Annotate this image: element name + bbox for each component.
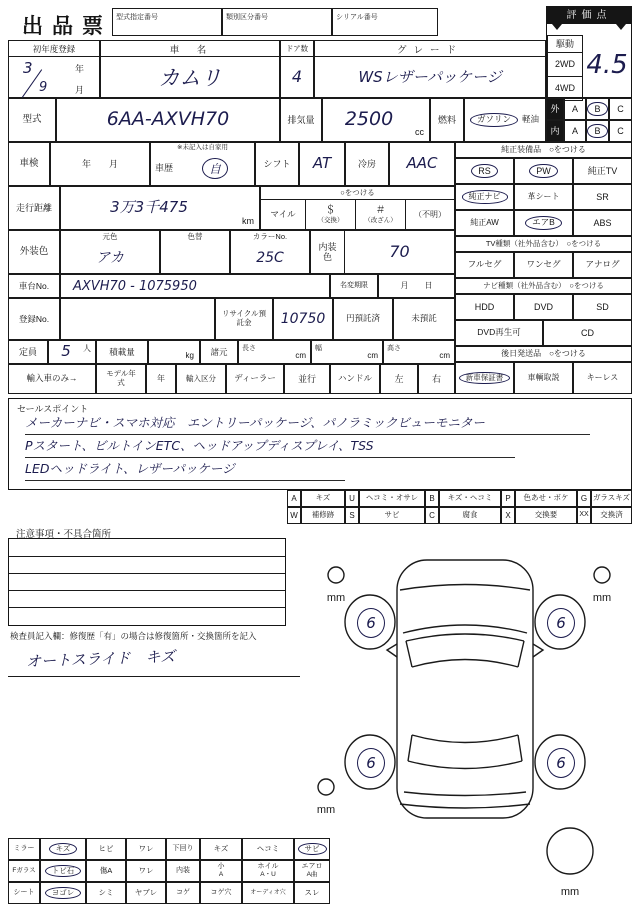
car-name-cell [100,40,280,98]
car-name-value: カムリ [158,65,222,90]
equip-oem-navi [455,184,514,210]
mile-cell: マイル [261,200,306,229]
history-label: 車歴 [155,163,174,173]
cond-cell [200,860,242,882]
hash-note: （改ざん） [364,216,397,224]
doors-label: ドア数 [281,41,313,57]
legend-text: サビ [359,507,425,524]
mileage-tampered-cell [356,200,406,229]
mm-label-spare: mm [560,886,580,898]
base-color-value: アカ [96,249,124,266]
equip-airbag [514,210,573,236]
handle-left: 左 [380,364,418,394]
mirror-left-icon [387,644,397,657]
legend-text: 色あせ・ボケ [515,490,577,507]
oem-equip-header: 純正装備品 ○をつける [455,142,632,158]
legend-code: X [501,507,515,524]
recycle-unpaid: 未預託 [393,298,455,340]
legend-text: キズ [301,490,345,507]
width-cell [311,340,383,364]
equip-pw-mark: PW [530,165,557,177]
int-color-value: 70 [389,241,410,261]
cond-cell: コゲ穴 [200,882,242,904]
field-serial-no [332,8,438,36]
legend-text: 交換済 [591,507,632,524]
cond-mark: ホイル [257,863,279,871]
color-change-label: 色替 [187,232,203,241]
chassis-no-value: AXVH70 - 1075950 [60,274,330,298]
mileage-unknown-cell: （不明） [414,209,446,219]
mileage-unit: km [242,216,254,226]
legend-code: XX [577,507,591,524]
cond-row-label: 内装 [166,860,200,882]
equip-pw [514,158,573,184]
field-class-no [222,8,332,36]
reg-month-value: 9 [39,80,48,95]
mileage-cell [60,186,260,230]
mm-label-rear-left: mm [316,804,336,816]
notes-line [9,590,285,591]
shaken-date-cell: 年 月 [50,142,150,186]
legend-code: A [287,490,301,507]
tread-circle-front-left [328,567,344,583]
tv-oneseg: ワンセグ [514,252,573,278]
load-cell [148,340,200,364]
notes-label: 注意事項・不具合箇所 [16,529,112,540]
legend-text: 腐食 [439,507,501,524]
drive-column [547,35,583,97]
legend-text: ヘコミ・オサレ [359,490,425,507]
handle-label: ハンドル [330,364,380,394]
spare-tire-circle [547,828,593,874]
legend-text: 補修跡 [301,507,345,524]
equip-leather-mark: 革シート [527,192,560,202]
tread-depth-rear-right: 6 [547,748,575,778]
legend-text: ガラスキズ [591,490,632,507]
import-parallel: 並行 [284,364,330,394]
model-year-label: モデル年式 [96,364,146,394]
equip-airbag-mark: エアB [526,217,561,229]
car-diagram [300,545,640,910]
sales-points-box [8,398,632,490]
exterior-grade-a: A [564,98,586,120]
legend-text: 交換要 [515,507,577,524]
cond-cell [40,860,86,882]
exterior-grade-label: 外 [546,98,564,120]
model-code-label: 型式 [8,98,56,142]
import-only-label: 輸入車のみ→ [8,364,96,394]
notes-box [8,538,286,626]
send-warranty [455,362,514,394]
fuel-options [464,98,546,142]
cond-row-label: 下回り [166,838,200,860]
width-unit: cm [367,351,378,360]
notes-line [9,607,285,608]
interior-grade-label: 内 [546,120,564,142]
navi-cd: CD [543,320,632,346]
exterior-grade-b [586,98,609,120]
height-label: 高さ [387,345,401,352]
chassis-no-label: 車台No. [8,274,60,298]
grade-label: グレード [315,41,545,57]
shift-label: シフト [255,142,299,186]
int-color-label: 内装色 [311,231,345,273]
send-keyless: キーレス [573,362,632,394]
score-box [546,6,632,98]
cond-mark: ヨゴレ [46,888,81,899]
equip-oem-tv [573,158,632,184]
mileage-label: 走行距離 [8,186,60,230]
drive-2wd: 2WD [547,53,583,77]
model-code-value: 6AA-AXVH70 [56,98,280,142]
equip-sr [573,184,632,210]
navi-dvd: DVD [514,294,573,320]
exterior-grade-c: C [609,98,632,120]
aircon-label: 冷房 [345,142,389,186]
length-label: 長さ [242,345,256,352]
reg-year-unit: 年 [75,64,85,74]
doors-cell [280,40,314,98]
cond-cell: シミ [86,882,126,904]
cond-cell: スレ [294,882,330,904]
cond-cell: 傷A [86,860,126,882]
load-unit: kg [185,351,194,360]
mileage-value: 3万3千475 [110,198,188,217]
color-change-cell [160,230,230,274]
drive-4wd: 4WD [547,77,583,101]
cond-submark: A [218,871,224,879]
base-color-label: 元色 [102,232,118,241]
model-year-unit: 年 [146,364,176,394]
legend-row-1 [287,490,632,507]
legend-code: B [425,490,439,507]
inspector-note: オートスライド キズ [25,647,176,671]
cond-cell: ヤブレ [126,882,166,904]
condition-table [8,838,330,904]
cond-cell: ヒビ [86,838,126,860]
score-value: 4.5 [586,50,628,81]
doors-value: 4 [291,67,303,86]
exterior-grade-b-mark: B [588,103,606,115]
cond-cell: キズ [200,838,242,860]
equip-oem-navi-mark: 純正ナビ [463,191,507,202]
displacement-value: 2500 [344,108,394,131]
interior-grade-a: A [564,120,586,142]
equip-abs [573,210,632,236]
aircon-value: AAC [389,142,455,186]
send-manual: 車輌取説 [514,362,573,394]
cond-submark: A曲 [306,871,318,879]
equip-rs [455,158,514,184]
cond-mark: 小 [217,863,225,871]
field-label: 類別区分番号 [226,14,268,21]
navi-type-header: ナビ種類（社外品含む） ○をつける [455,278,632,294]
color-no-value: 25C [256,249,284,266]
notes-line [9,556,285,557]
cond-mark: キズ [50,844,77,855]
cond-row-label: ミラー [8,838,40,860]
inspector-label: 検査員記入欄：修復歴「有」の場合は修復箇所・交換箇所を記入 [10,631,257,641]
mm-label-front-right: mm [592,592,612,604]
fuel-label: 燃料 [430,98,464,142]
cond-cell: ワレ [126,860,166,882]
score-bar-notch [552,24,562,30]
score-bar-notch [616,24,626,30]
mirror-right-icon [533,644,543,657]
field-label: 型式指定番号 [116,14,158,21]
cond-mark: トビ石 [46,866,81,877]
height-unit: cm [439,351,450,360]
sales-line-1: メーカーナビ・スマホ対応 エントリーパッケージ、パノラミックビューモニター [25,413,590,435]
hash-mark: ＃ [375,205,386,217]
equip-oem-aw [455,210,514,236]
first-registration-label: 初年度登録 [9,41,99,57]
base-color-cell [60,230,160,274]
registration-no-value [60,298,215,340]
grade-value: WSレザーパッケージ [358,68,502,86]
capacity-unit: 人 [83,344,91,353]
legend-code: P [501,490,515,507]
sheet-title: 出品票 [22,15,112,38]
cond-cell [40,882,86,904]
equip-sr-mark: SR [596,191,609,202]
handle-right: 右 [418,364,455,394]
mileage-mark-header: ○をつける [261,187,454,200]
tread-depth-rear-left: 6 [357,748,385,778]
later-shipment-header: 後日発送品 ○をつける [455,346,632,362]
cond-mark: エアロ [301,863,323,871]
capacity-cell [48,340,96,364]
mileage-flags-box [260,186,455,230]
reg-year-value: 3 [23,59,33,77]
cond-cell [294,860,330,882]
legend-code: S [345,507,359,524]
cond-mark: サビ [299,844,326,855]
equip-rs-mark: RS [472,165,497,177]
color-no-label: カラーNo. [252,232,288,241]
field-model-spec-no [112,8,222,36]
notes-line [9,573,285,574]
import-dealer: ディーラー [226,364,284,394]
fuel-diesel: 軽油 [522,114,540,125]
recycle-label: リサイクル預託金 [215,298,273,340]
length-cell [238,340,311,364]
send-warranty-mark: 新車保証書 [460,373,510,384]
tread-circle-front-right [594,567,610,583]
cond-cell: ヘコミ [242,838,294,860]
navi-hdd: HDD [455,294,514,320]
cond-row-label: Fガラス [8,860,40,882]
width-label: 幅 [315,345,322,352]
interior-grade-c: C [609,120,632,142]
name-change-label: 名変期限 [330,274,378,298]
interior-grade-b [586,120,609,142]
grade-cell [314,40,546,98]
load-label: 積載量 [96,340,148,364]
mm-label-front-left: mm [326,592,346,604]
spec-label: 諸元 [200,340,238,364]
dollar-note: （交換） [317,216,344,224]
cond-row-label: コゲ [166,882,200,904]
field-label: シリアル番号 [336,14,378,21]
navi-dvd-play: DVD再生可 [455,320,543,346]
interior-grade-b-mark: B [588,125,606,137]
mileage-exchange-cell [306,200,356,229]
sales-line-2: Pスタート、ビルトインETC、ヘッドアップディスプレイ、TSS [25,436,515,458]
inspector-line [8,676,300,677]
history-value: 自 [203,159,227,178]
int-color-cell [310,230,455,274]
tread-circle-rear-left [318,779,334,795]
reg-month-unit: 月 [75,85,85,95]
shaken-label: 車検 [8,142,50,186]
displacement-cell [322,98,430,142]
tv-type-header: TV種類（社外品含む） ○をつける [455,236,632,252]
history-note: ※未記入は自家用 [177,144,228,151]
ext-color-label: 外装色 [8,230,60,274]
displacement-unit: cc [415,127,424,137]
cond-cell [242,860,294,882]
drive-label: 駆動 [547,35,583,53]
tv-analog: アナログ [573,252,632,278]
cond-cell [294,838,330,860]
capacity-value: 5 [61,342,71,361]
sales-line-3: LEDヘッドライト、レザーパッケージ [25,459,345,481]
shift-value: AT [299,142,345,186]
history-cell [150,142,255,186]
legend-text: キズ・ヘコミ [439,490,501,507]
legend-code: U [345,490,359,507]
cond-cell [40,838,86,860]
equip-oem-tv-mark: 純正TV [587,165,618,176]
car-name-label: 車 名 [101,41,279,57]
recycle-value: 10750 [273,298,333,340]
sales-points-label: セールスポイント [17,404,89,414]
tread-depth-front-right: 6 [547,608,575,638]
cond-submark: A・U [260,871,276,879]
cond-cell: オーディオ穴 [242,882,294,904]
capacity-label: 定員 [8,340,48,364]
cond-cell: ワレ [126,838,166,860]
fuel-gasoline: ガソリン [471,114,517,126]
damage-legend [287,490,632,524]
name-change-date: 月 日 [378,274,455,298]
navi-sd: SD [573,294,632,320]
color-no-cell [230,230,310,274]
legend-code: G [577,490,591,507]
displacement-label: 排気量 [280,98,322,142]
import-type-label: 輸入区分 [176,364,226,394]
registration-no-label: 登録No. [8,298,60,340]
first-registration-cell [8,40,100,98]
dollar-mark: ＄ [325,205,336,217]
score-header: 評価点 [547,7,631,24]
equip-abs-mark: ABS [593,217,612,228]
legend-row-2 [287,507,632,524]
equip-oem-aw-mark: 純正AW [470,218,499,228]
length-unit: cm [295,351,306,360]
equip-leather [514,184,573,210]
legend-code: W [287,507,301,524]
tread-depth-front-left: 6 [357,608,385,638]
cond-row-label: シート [8,882,40,904]
car-body-outline [397,560,533,818]
legend-code: C [425,507,439,524]
recycle-paid: 円預託済 [333,298,393,340]
tv-fullseg: フルセグ [455,252,514,278]
height-cell [383,340,455,364]
